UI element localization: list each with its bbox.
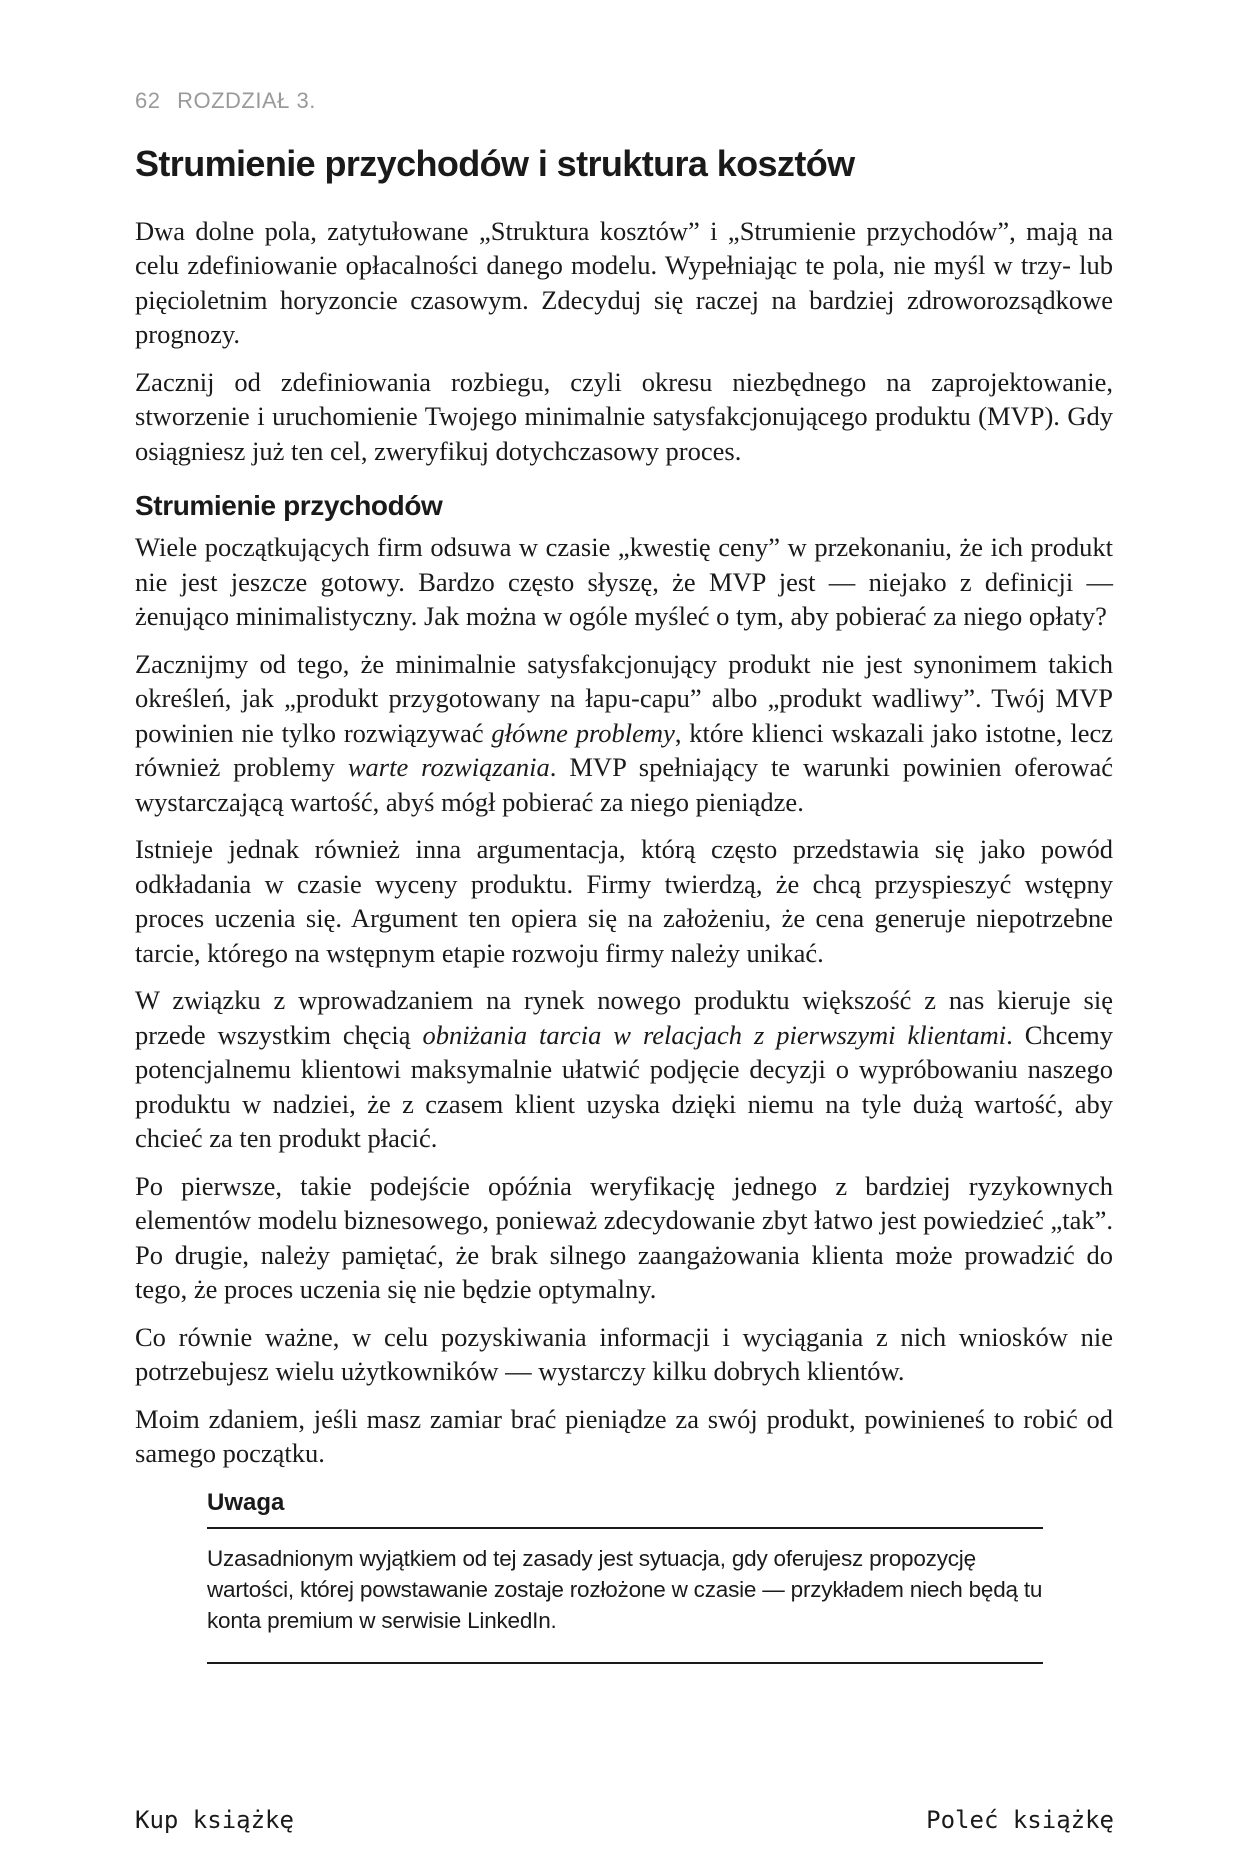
- paragraph: Dwa dolne pola, zatytułowane „Struktura kosztów” i „Strumienie przychodów”, mają na celu zdefiniowanie opłacalności danego modelu. Wypełniając te pola, nie myśl w trzy- lub pięcioletnim horyzoncie czasowym. Zdecyduj się raczej na bardziej zdroworozsądkowe prognozy.: [135, 215, 1113, 350]
- paragraph: [135, 647, 1113, 820]
- recommend-book-link[interactable]: Poleć książkę: [926, 1806, 1114, 1834]
- subsection-title: Strumienie przychodów: [135, 490, 443, 522]
- emphasis: warte rozwiązania: [347, 752, 550, 783]
- chapter-label: ROZDZIAŁ 3.: [177, 88, 316, 113]
- text-run: . MVP spełniający te warunki powinien oferować wystarczającą wartość, abyś mógł pobierać za niego pieniądze.: [135, 752, 1113, 817]
- paragraph: [135, 983, 1113, 1156]
- text-run: . Chcemy potencjalnemu klientowi maksymalnie ułatwić podjęcie decyzji o wypróbowaniu naszego produktu w nadziei, że z czasem klient uzyska dzięki niemu na tyle dużą wartość, aby chcieć za ten produkt płacić.: [135, 1019, 1114, 1154]
- paragraph: Wiele początkujących firm odsuwa w czasie „kwestię ceny” w przekonaniu, że ich produkt nie jest jeszcze gotowy. Bardzo często słyszę, że MVP jest — niejako z definicji — żenująco minimalistyczny. Jak można w ogóle myśleć o tym, aby pobierać za niego opłaty?: [135, 532, 1113, 632]
- buy-book-link[interactable]: Kup książkę: [135, 1806, 294, 1834]
- text-run: Zacznijmy od tego, że minimalnie satysfakcjonujący produkt nie jest synonimem takich określeń, jak „produkt przygotowany na łapu-capu” albo „produkt wadliwy”. Twój MVP powinien nie tylko rozwiązywać: [135, 648, 1113, 748]
- section-title: Strumienie przychodów i struktura kosztów: [135, 143, 855, 184]
- paragraph: Zacznij od zdefiniowania rozbiegu, czyli okresu niezbędnego na zaprojektowanie, stworzenie i uruchomienie Twojego minimalnie satysfakcjonującego produktu (MVP). Gdy osiągniesz już ten cel, zweryfikuj dotychczasowy proces.: [135, 366, 1113, 466]
- note-title: Uwaga: [207, 1489, 1043, 1529]
- running-head: [135, 88, 1113, 114]
- emphasis: obniżania tarcia w relacjach z pierwszymi klientami: [422, 1019, 1007, 1050]
- page-number: 62: [135, 88, 161, 113]
- text-run: , które klienci wskazali jako istotne, lecz również problemy: [135, 717, 1113, 783]
- paragraph: Istnieje jednak również inna argumentacja, którą często przedstawia się jako powód odkładania w czasie wyceny produktu. Firmy twierdzą, że chcą przyspieszyć wstępny proces uczenia się. Argument ten opiera się na założeniu, że cena generuje niepotrzebne tarcie, którego na wstępnym etapie rozwoju firmy należy unikać.: [135, 834, 1113, 968]
- note-text: Uzasadnionym wyjątkiem od tej zasady jest sytuacja, gdy oferujesz propozycję wartości, której powstawanie zostaje rozłożone w czasie — przykładem niech będą tu konta premium w serwisie LinkedIn.: [207, 1529, 1043, 1664]
- paragraph: Po pierwsze, takie podejście opóźnia weryfikację jednego z bardziej ryzykownych elementów modelu biznesowego, ponieważ zdecydowanie zbyt łatwo jest powiedzieć „tak”. Po drugie, należy pamiętać, że brak silnego zaangażowania klienta może prowadzić do tego, że proces uczenia się nie będzie optymalny.: [135, 1170, 1113, 1305]
- book-page: [135, 88, 1113, 1664]
- paragraph: Moim zdaniem, jeśli masz zamiar brać pieniądze za swój produkt, powinieneś to robić od samego początku.: [135, 1403, 1113, 1469]
- emphasis: główne problemy: [491, 717, 675, 748]
- text-run: W związku z wprowadzaniem na rynek nowego produktu większość z nas kieruje się przede wszystkim chęcią: [135, 985, 1113, 1050]
- paragraph: Co równie ważne, w celu pozyskiwania informacji i wyciągania z nich wniosków nie potrzebujesz wielu użytkowników — wystarczy kilku dobrych klientów.: [135, 1321, 1113, 1387]
- note-box: [207, 1489, 1043, 1664]
